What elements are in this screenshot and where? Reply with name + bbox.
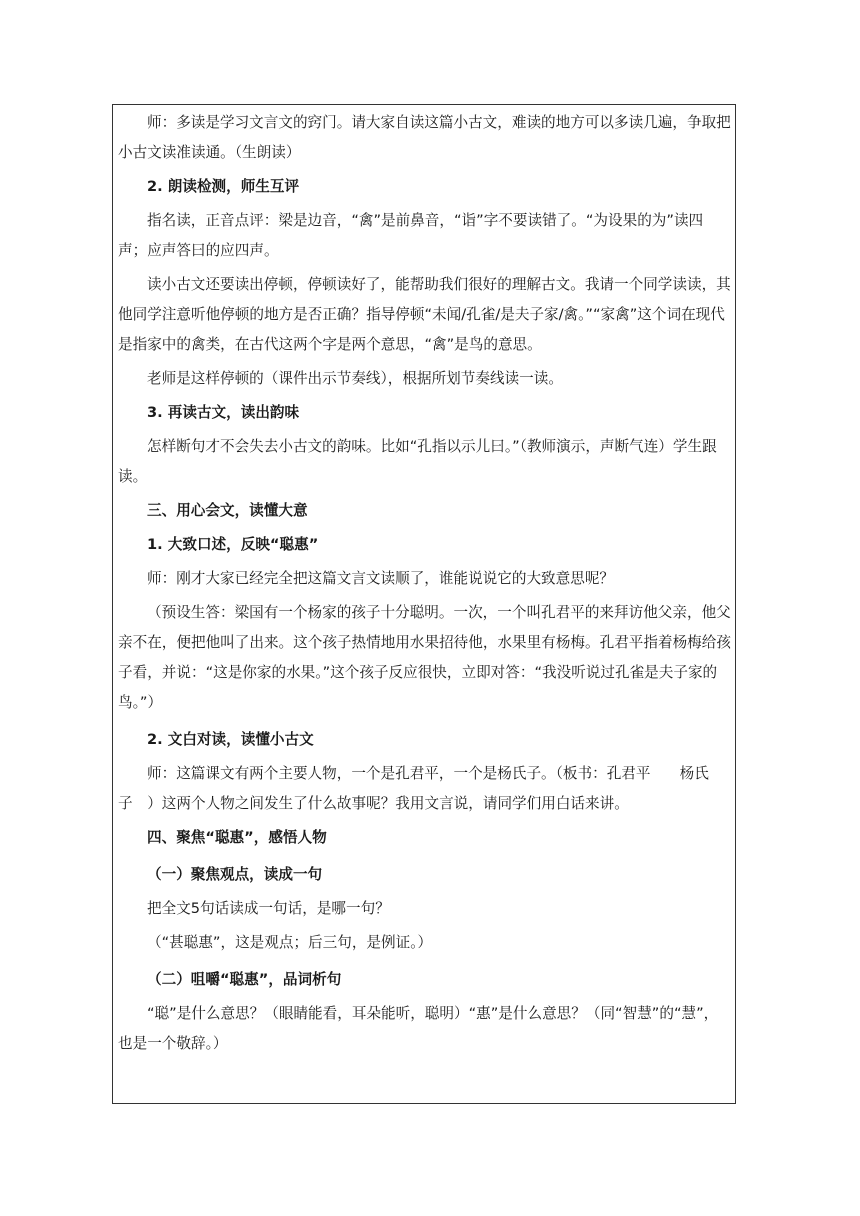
lesson-plan-content — [118, 108, 732, 1059]
paragraph-word-meaning: “聪”是什么意思？（眼睛能看，耳朵能听，聪明）“惠”是什么意思？（同“智慧”的“慧”，也是一个敬辞。） — [118, 1005, 719, 1052]
paragraph-pauses: 读小古文还要读出停顿，停顿读好了，能帮助我们很好的理解古文。我请一个同学读读，其他同学注意听他停顿的地方是否正确？指导停顿“未闻/孔雀/是夫子家/禽。”“家禽”这个词在现代是指家中的禽类，在古代这两个字是两个意思，“禽”是鸟的意思。 — [118, 276, 731, 353]
heading-section-four: 四、聚焦“聪惠”，感悟人物 — [147, 829, 327, 846]
paragraph-expected-answer: （预设生答：梁国有一个杨家的孩子十分聪明。一次，一个叫孔君平的来拜访他父亲，他父亲不在，便把他叫了出来。这个孩子热情地用水果招待他，水果里有杨梅。孔君平指着杨梅给孩子看，并说：“这是你家的水果。”这个孩子反应很快，立即对答：“我没听说过孔雀是夫子家的鸟。”） — [118, 604, 731, 711]
paragraph-pronunciation: 指名读，正音点评：梁是边音，“禽”是前鼻音，“诣”字不要读错了。“为设果的为”读四声；应声答曰的应四声。 — [118, 212, 704, 259]
heading-reading-check: 2. 朗读检测，师生互评 — [147, 178, 300, 195]
paragraph-characters: 师：这篇课文有两个主要人物，一个是孔君平，一个是杨氏子。（板书：孔君平 杨氏子 ）这两个人物之间发生了什么故事呢？我用文言说，请同学们用白话来讲。 — [118, 765, 709, 812]
paragraph-sentence-break: 怎样断句才不会失去小古文的韵味。比如“孔指以示儿曰。”（教师演示，声断气连）学生跟读。 — [118, 438, 717, 485]
paragraph-teacher-question: 师：刚才大家已经完全把这篇文言文读顺了，谁能说说它的大致意思呢？ — [147, 570, 615, 587]
heading-focus-viewpoint: （一）聚焦观点，读成一句 — [147, 866, 323, 883]
heading-oral-summary: 1. 大致口述，反映“聪惠” — [147, 536, 319, 553]
heading-word-analysis: （二）咀嚼“聪惠”，品词析句 — [147, 971, 342, 988]
paragraph-viewpoint-answer: （“甚聪惠”，这是观点；后三句，是例证。） — [147, 934, 433, 951]
heading-section-three: 三、用心会文，读懂大意 — [147, 502, 308, 519]
paragraph-one-sentence: 把全文5句话读成一句话，是哪一句？ — [147, 900, 390, 917]
paragraph-rhythm-line: 老师是这样停顿的（课件出示节奏线），根据所划节奏线读一读。 — [147, 370, 563, 387]
paragraph-read-aloud: 师：多读是学习文言文的窍门。请大家自读这篇小古文，难读的地方可以多读几遍，争取把小古文读准读通。（生朗读） — [118, 114, 731, 161]
heading-compare-reading: 2. 文白对读，读懂小古文 — [147, 731, 314, 748]
heading-reread: 3. 再读古文，读出韵味 — [147, 404, 300, 421]
